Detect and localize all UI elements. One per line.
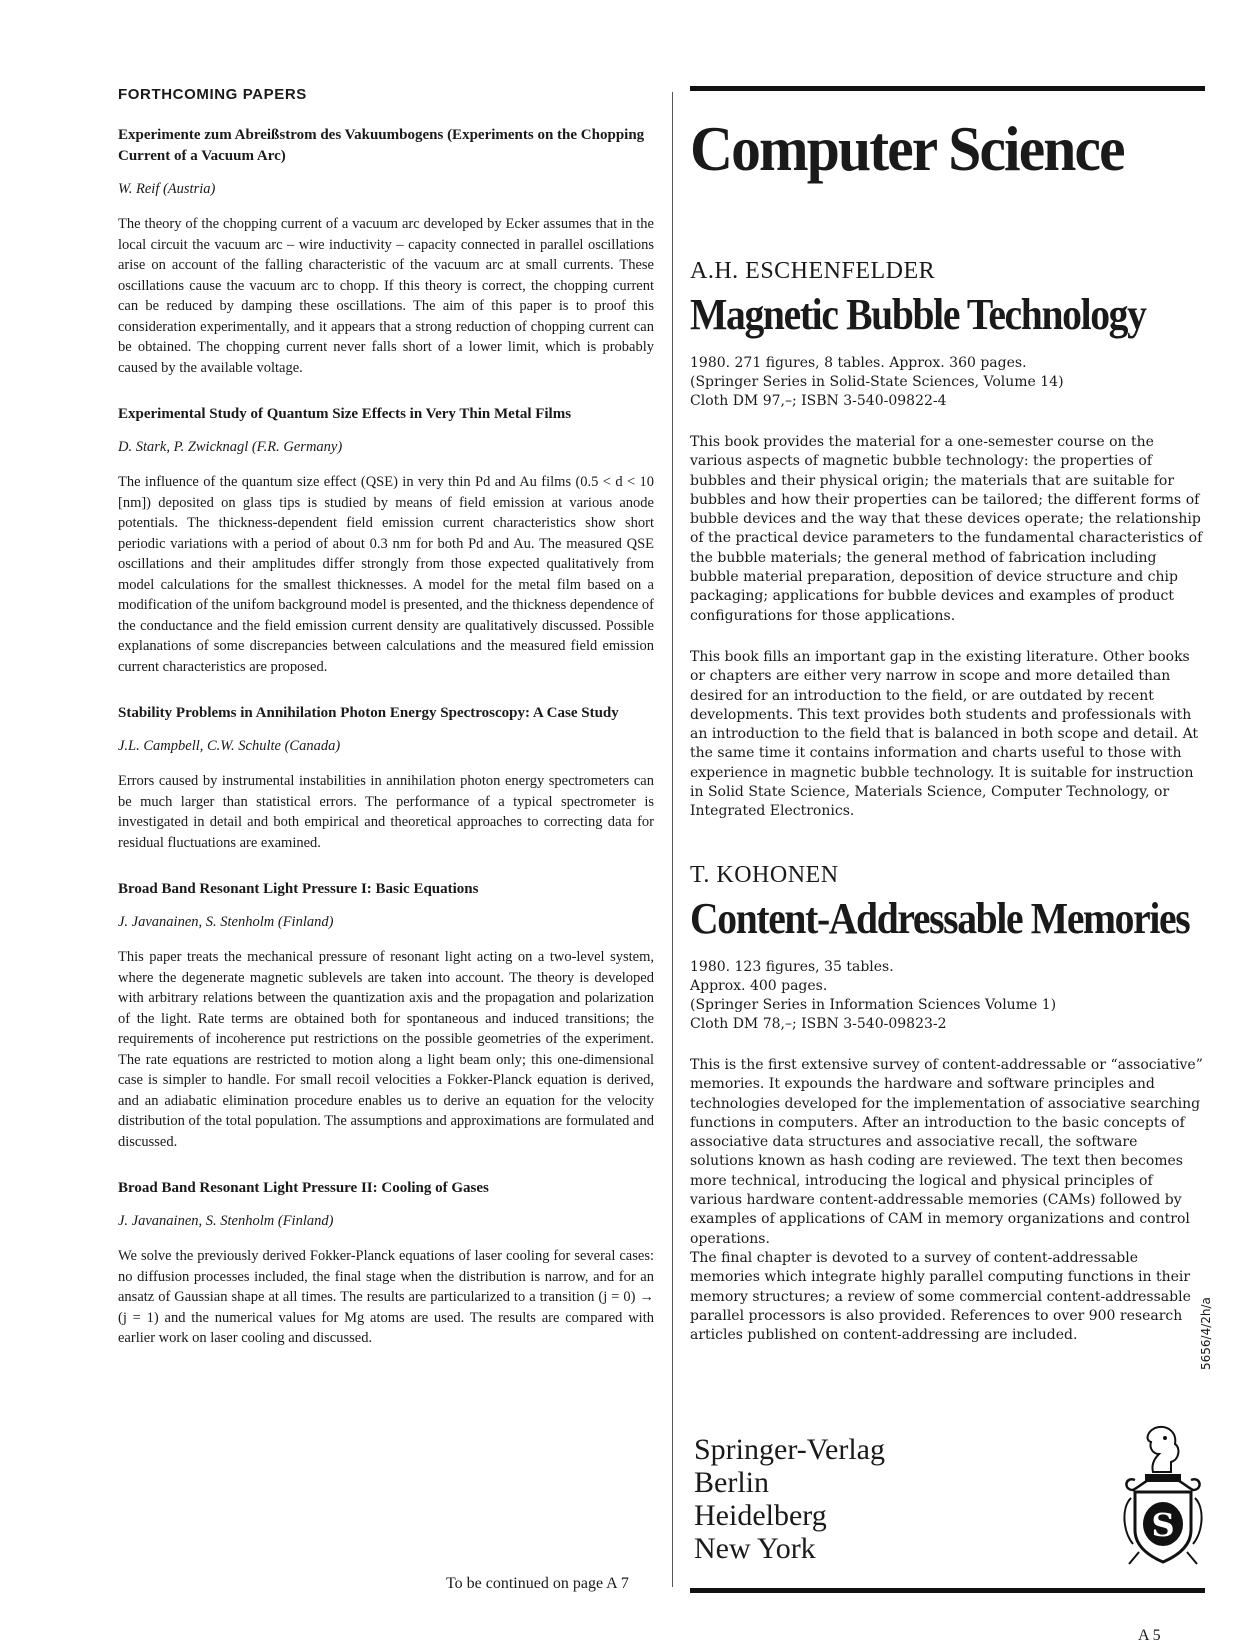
paper-abstract: This paper treats the mechanical pressure of resonant light acting on a two-level system, where the degenerate magnetic sublevels are taken into account. The theory is developed with arbitrary relations between the quantization axis and the propagation and polarization of the light. Rate terms are obtained both for spontaneous and induced transitions; the requirements of incoherence put restrictions on the possible geometries of the experiment. The rate equations are restricted to motion along a light beam only; this one-dimensional case is simpler to handle. For small recoil velocities a Fokker-Planck equation is derived, and an adiabatic elimination procedure enables us to derive an equation for the velocity distribution of the total population. The assumptions and approximations are formulated and discussed. [118, 949, 654, 1150]
springer-knight-logo-icon [1115, 1420, 1211, 1570]
paper-authors: J. Javanainen, S. Stenholm (Finland) [118, 1213, 334, 1229]
book-description: This book provides the material for a one-semester course on the various aspects of magnetic bubble technology: the properties of bubbles and their physical origin; the materials that are suitable for bubbles and how their properties can be tailored; the different forms of bubble devices and the way that these devices operate; the relationship of the practical device parameters to the fundamental characteristics of the bubble materials; the general method of fabrication including bubble material preparation, deposition of device structure and chip packaging; applications for bubble devices and examples of product configurations for those applications. [690, 434, 1203, 624]
book-entry [690, 862, 1205, 1367]
book-description: The final chapter is devoted to a survey of content-addressable memories which integrate highly parallel computing functions in their memory structures; a review of some commercial content-addressable parallel processors is also provided. References to over 900 research articles published on content-addressing are included. [690, 1249, 1191, 1344]
svg-text:S: S [1151, 1506, 1175, 1544]
paper-entry [118, 879, 654, 1152]
catalog-code: 5656/4/2h/a [1199, 1297, 1213, 1370]
column-divider [672, 92, 673, 1587]
paper-abstract: The influence of the quantum size effect (QSE) in very thin Pd and Au films (0.5 < d < 10 [nm]) deposited on glass tips is studied by means of field emission at various anode potentials. The thickness-dependent field emission current characteristics show short periodic variations with a period of about 0.3 nm for both Pd and Au. The measured QSE oscillations and their amplitudes differ strongly from those expected qualitatively from model calculations for the smallest thicknesses. A model for the metal film based on a modification of the unifom background model is presented, and the thickness dependence of the conductance and the field emission current density are qualitatively discussed. Possible explanations of some discrepancies between calculations and the measured field emission current characteristics are proposed. [118, 474, 654, 675]
paper-title: Experimental Study of Quantum Size Effects in Very Thin Metal Films [118, 406, 572, 422]
book-details-line: 1980. 123 figures, 35 tables. [690, 959, 894, 975]
paper-abstract: We solve the previously derived Fokker-Planck equations of laser cooling for several cases: no diffusion processes included, the final stage when the distribution is narrow, and for an ansatz of Gaussian shape at all times. The results are particularized to a transition (j = 0) → (j = 1) and the numerical values for Mg atoms are used. The results are compared with earlier work on laser cooling and discussed. [118, 1248, 654, 1346]
publisher-line: Berlin [694, 1466, 769, 1499]
book-details-line: Cloth DM 78,–; ISBN 3-540-09823-2 [690, 1016, 947, 1032]
book-description: This is the first extensive survey of content-addressable or “associative” memories. It expounds the hardware and software principles and technologies developed for the implementation of associative searching functions in computers. After an introduction to the basic concepts of associative data structures and associative recall, the software solutions known as hash coding are reviewed. The text then becomes more technical, introducing the logical and physical principles of various hardware content-addressable memories (CAMs) followed by examples of applications of CAM in memory organizations and control operations. [690, 1057, 1203, 1247]
book-details-line: (Springer Series in Information Sciences Volume 1) [690, 997, 1057, 1013]
paper-title: Stability Problems in Annihilation Photon Energy Spectroscopy: A Case Study [118, 705, 619, 721]
forthcoming-papers-column [118, 86, 654, 1375]
paper-title: Experimente zum Abreißstrom des Vakuumbogens (Experiments on the Chopping Current of a Vacuum Arc) [118, 127, 645, 164]
paper-entry [118, 1178, 654, 1349]
paper-abstract: Errors caused by instrumental instabilities in annihilation photon energy spectrometers can be much larger than statistical errors. The performance of a typical spectrometer is investigated in detail and both empirical and theoretical approaches to correcting data for residual fluctuations are examined. [118, 773, 654, 851]
page-number: A 5 [1138, 1627, 1161, 1644]
top-rule [690, 86, 1205, 91]
paper-entry [118, 703, 654, 853]
book-entry [690, 258, 1205, 844]
book-details-line: Cloth DM 97,–; ISBN 3-540-09822-4 [690, 393, 947, 409]
book-author: A.H. ESCHENFELDER [690, 258, 936, 284]
book-details-line: Approx. 400 pages. [690, 978, 828, 994]
series-title: Computer Science [690, 113, 1124, 184]
book-details-line: 1980. 271 figures, 8 tables. Approx. 360 pages. [690, 355, 1027, 371]
book-title: Content-Addressable Memories [690, 894, 1190, 943]
paper-entry [118, 125, 654, 378]
book-details [690, 958, 1205, 1034]
bottom-rule [690, 1588, 1205, 1593]
paper-authors: J.L. Campbell, C.W. Schulte (Canada) [118, 738, 341, 754]
paper-authors: J. Javanainen, S. Stenholm (Finland) [118, 914, 334, 930]
book-description: This book fills an important gap in the existing literature. Other books or chapters are either very narrow in scope and more detailed than desired for an introduction to the field, or are outdated by recent developments. This text provides both students and professionals with an introduction to the field that is balanced in both scope and detail. At the same time it contains information and charts useful to those with experience in magnetic bubble technology. It is suitable for instruction in Solid State Science, Materials Science, Computer Technology, or Integrated Electronics. [690, 648, 1199, 820]
book-author: T. KOHONEN [690, 862, 839, 888]
paper-title: Broad Band Resonant Light Pressure II: Cooling of Gases [118, 1180, 489, 1196]
paper-title: Broad Band Resonant Light Pressure I: Basic Equations [118, 881, 479, 897]
publisher-line: New York [694, 1532, 816, 1565]
paper-authors: D. Stark, P. Zwicknagl (F.R. Germany) [118, 439, 343, 455]
paper-entry [118, 404, 654, 677]
publisher-line: Springer-Verlag [694, 1433, 886, 1466]
book-title: Magnetic Bubble Technology [690, 290, 1146, 339]
book-details-line: (Springer Series in Solid-State Sciences, Volume 14) [690, 374, 1064, 390]
publisher-line: Heidelberg [694, 1499, 827, 1532]
book-details [690, 354, 1205, 411]
paper-abstract: The theory of the chopping current of a vacuum arc developed by Ecker assumes that in the local circuit the vacuum arc – wire inductivity – capacity connected in parallel oscillations arise on account of the falling characteristic of the vacuum arc at small currents. These oscillations cause the vacuum arc to chopp. If this theory is correct, the chopping current can be reduced by damping these oscillations. The aim of this paper is to proof this consideration experimentally, and it appears that a strong reduction of chopping current can be obtained. The chopping current never falls short of a lower limit, which is probably caused by the available voltage. [118, 216, 654, 376]
publisher-block [694, 1433, 885, 1565]
section-heading: FORTHCOMING PAPERS [118, 86, 307, 103]
paper-authors: W. Reif (Austria) [118, 181, 216, 197]
continued-note: To be continued on page A 7 [446, 1575, 629, 1592]
